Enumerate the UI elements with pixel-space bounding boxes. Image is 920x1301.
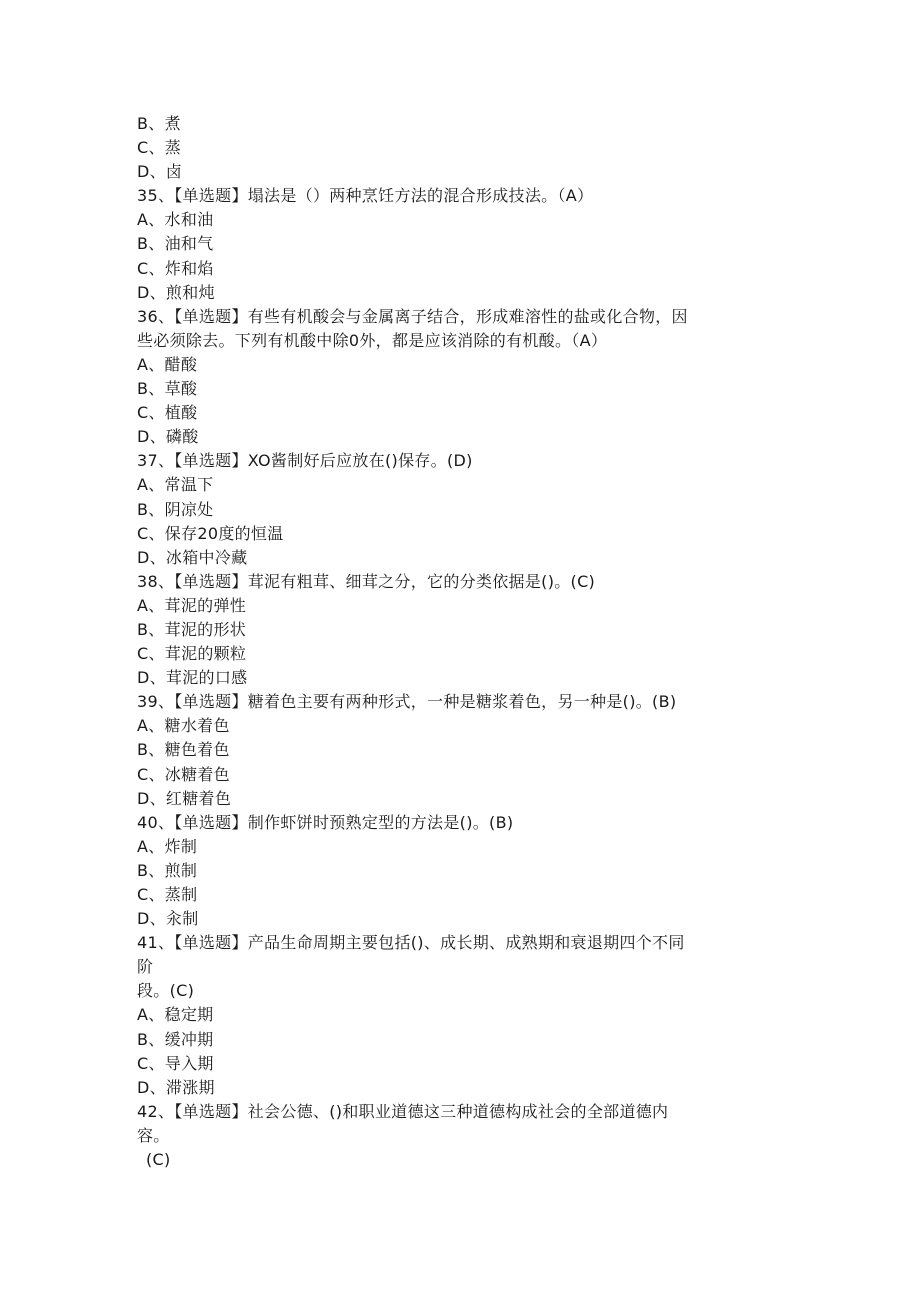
question-39: 39、【单选题】糖着色主要有两种形式，一种是糖浆着色，另一种是()。(B) bbox=[137, 692, 677, 712]
option-d-q34: D、卤 bbox=[137, 162, 183, 182]
option-c-q34: C、蒸 bbox=[137, 138, 182, 158]
option-a-q36: A、醋酸 bbox=[137, 354, 198, 374]
option-c-q35: C、炸和焰 bbox=[137, 258, 214, 278]
option-a-q40: A、炸制 bbox=[137, 836, 198, 856]
option-a-q38: A、茸泥的弹性 bbox=[137, 595, 247, 615]
question-36-cont: 些必须除去。下列有机酸中除0外，都是应该消除的有机酸。（A） bbox=[137, 330, 608, 350]
option-b-q40: B、煎制 bbox=[137, 860, 198, 880]
question-42: 42、【单选题】社会公德、()和职业道德这三种道德构成社会的全部道德内 bbox=[137, 1101, 669, 1121]
option-b-q38: B、茸泥的形状 bbox=[137, 619, 247, 639]
option-b-q36: B、草酸 bbox=[137, 379, 198, 399]
question-36: 36、【单选题】有些有机酸会与金属离子结合，形成难溶性的盐或化合物，因 bbox=[137, 306, 688, 326]
option-b-q37: B、阴凉处 bbox=[137, 499, 214, 519]
option-b-q41: B、缓冲期 bbox=[137, 1029, 214, 1049]
option-b-q34: B、煮 bbox=[137, 114, 181, 133]
option-c-q39: C、冰糖着色 bbox=[137, 764, 230, 784]
option-d-q41: D、滞涨期 bbox=[137, 1077, 215, 1097]
option-c-q41: C、导入期 bbox=[137, 1053, 214, 1073]
question-41-cont: 阶 bbox=[137, 957, 154, 977]
option-a-q35: A、水和油 bbox=[137, 210, 214, 230]
question-38: 38、【单选题】茸泥有粗茸、细茸之分，它的分类依据是()。(C) bbox=[137, 571, 596, 591]
option-d-q40: D、汆制 bbox=[137, 909, 199, 929]
question-42-cont: 容。 bbox=[137, 1125, 170, 1145]
option-a-q41: A、稳定期 bbox=[137, 1005, 214, 1025]
option-a-q37: A、常温下 bbox=[137, 475, 214, 495]
option-b-q39: B、糖色着色 bbox=[137, 740, 230, 760]
question-41-cont-2: 段。(C) bbox=[137, 981, 195, 1001]
option-d-q35: D、煎和炖 bbox=[137, 282, 215, 302]
option-c-q38: C、茸泥的颗粒 bbox=[137, 644, 247, 664]
question-41: 41、【单选题】产品生命周期主要包括()、成长期、成熟期和衰退期四个不同 bbox=[137, 933, 685, 953]
option-d-q36: D、磷酸 bbox=[137, 427, 199, 447]
option-d-q37: D、冰箱中冷藏 bbox=[137, 547, 248, 567]
question-list bbox=[137, 112, 777, 1172]
question-35: 35、【单选题】塌法是（）两种烹饪方法的混合形成技法。（A） bbox=[137, 186, 594, 206]
answer-q42: (C) bbox=[146, 1150, 171, 1170]
question-40: 40、【单选题】制作虾饼时预熟定型的方法是()。(B) bbox=[137, 812, 514, 832]
option-c-q40: C、蒸制 bbox=[137, 885, 198, 904]
question-37: 37、【单选题】XO酱制好后应放在()保存。(D) bbox=[137, 451, 473, 471]
option-d-q38: D、茸泥的口感 bbox=[137, 668, 248, 688]
option-c-q36: C、植酸 bbox=[137, 403, 198, 423]
option-d-q39: D、红糖着色 bbox=[137, 788, 232, 808]
option-c-q37: C、保存20度的恒温 bbox=[137, 523, 284, 543]
option-b-q35: B、油和气 bbox=[137, 234, 214, 254]
option-a-q39: A、糖水着色 bbox=[137, 716, 230, 736]
